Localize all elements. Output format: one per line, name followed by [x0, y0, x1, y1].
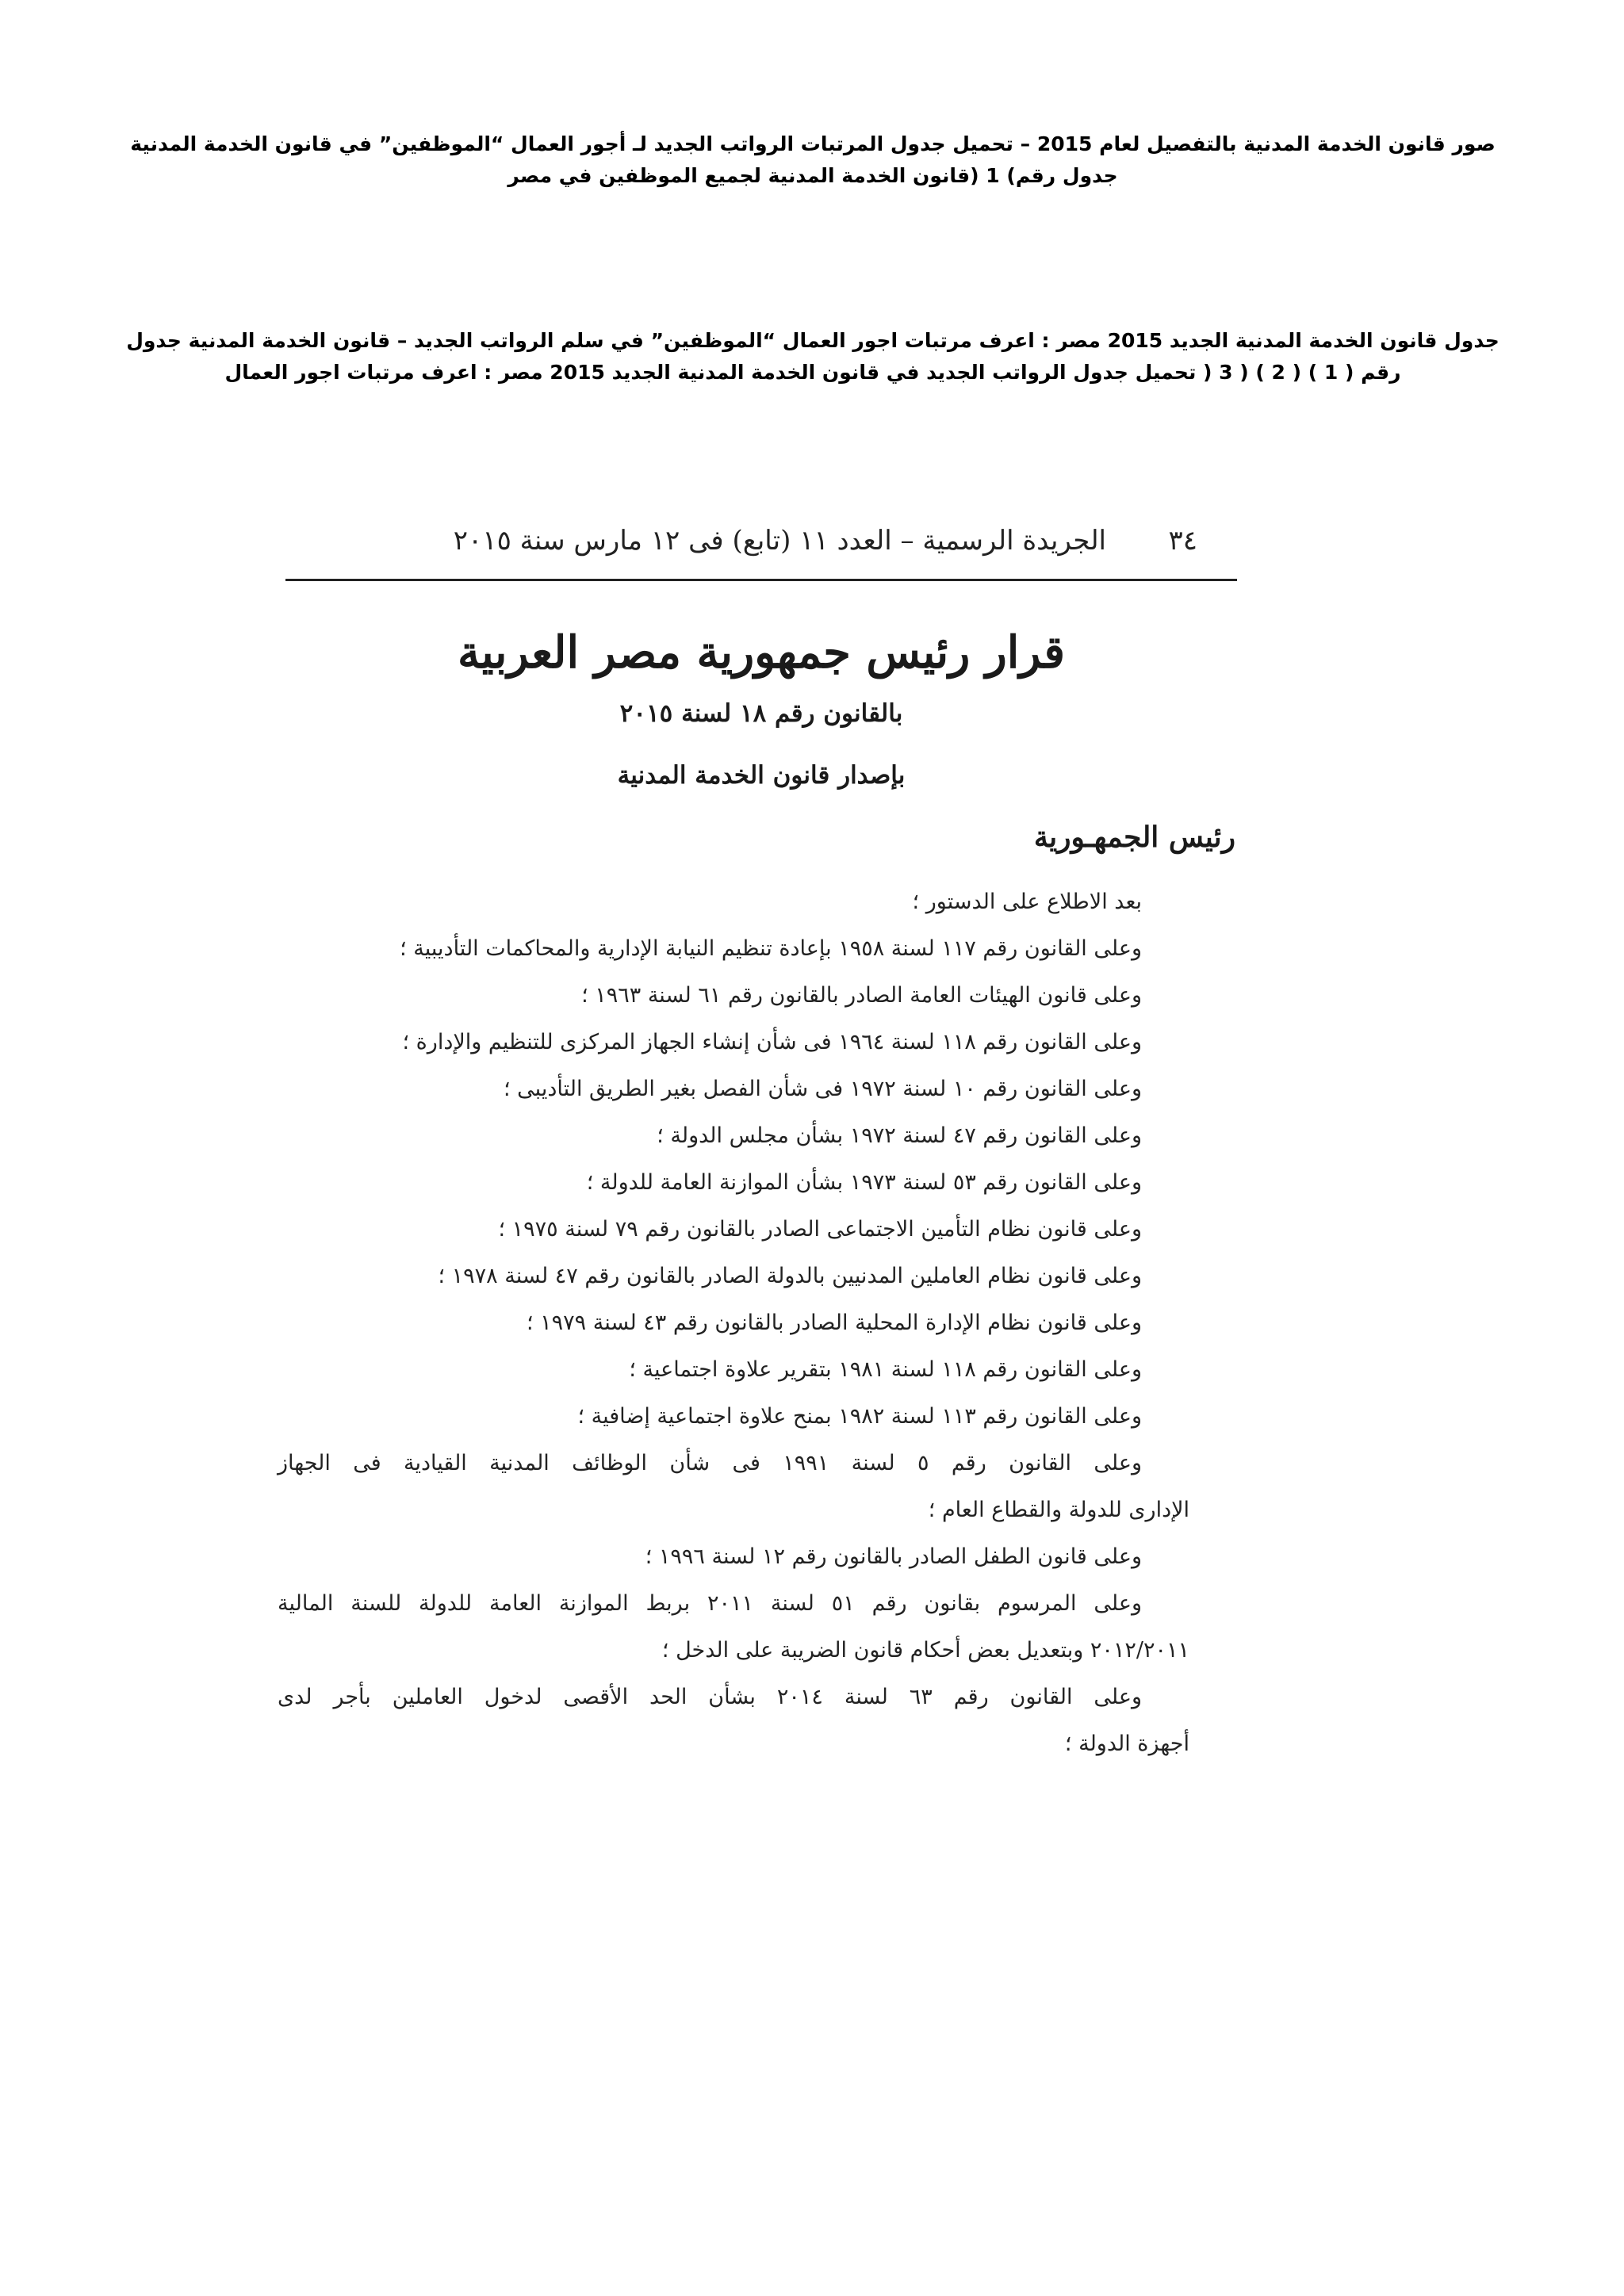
decree-clauses: [278, 878, 1189, 1767]
clause-line: بعد الاطلاع على الدستور ؛: [912, 890, 1142, 914]
clause-line: وعلى القانون رقم ١١٣ لسنة ١٩٨٢ بمنح علاوة اجتماعية إضافية ؛: [577, 1404, 1142, 1429]
decree-law-number: بالقانون رقم ١٨ لسنة ٢٠١٥: [619, 699, 903, 728]
clause-line: وعلى القانون رقم ٤٧ لسنة ١٩٧٢ بشأن مجلس الدولة ؛: [657, 1123, 1142, 1148]
clause-line: وعلى القانون رقم ٥٣ لسنة ١٩٧٣ بشأن الموازنة العامة للدولة ؛: [586, 1170, 1142, 1195]
clause-line: وعلى القانون رقم ١٠ لسنة ١٩٧٢ فى شأن الفصل بغير الطريق التأديبى ؛: [504, 1077, 1142, 1101]
gazette-issue-info: الجريدة الرسمية – العدد ١١ (تابع) فى ١٢ مارس سنة ٢٠١٥: [453, 525, 1106, 557]
article-heading: [71, 128, 1554, 192]
decree-title: قرار رئيس جمهورية مصر العربية: [457, 626, 1066, 679]
decree-purpose: بإصدار قانون الخدمة المدنية: [617, 761, 906, 790]
gazette-header: [285, 515, 1237, 581]
article-heading-line-2: جدول رقم) 1 (قانون الخدمة المدنية لجميع الموظفين في مصر: [508, 164, 1118, 187]
article-subheading-line-2: رقم ( 1 ) ( 2 ) ( 3 ( تحميل جدول الرواتب الجديد في قانون الخدمة المدنية الجديد 2015 مصر : اعرف مرتبات اجور العمال: [224, 361, 1401, 384]
clause-line: وعلى قانون نظام الإدارة المحلية الصادر بالقانون رقم ٤٣ لسنة ١٩٧٩ ؛: [526, 1311, 1142, 1335]
clause-line: وعلى القانون رقم ١١٧ لسنة ١٩٥٨ بإعادة تنظيم النيابة الإدارية والمحاكمات التأديبية ؛: [400, 936, 1142, 961]
clause-line: وعلى قانون نظام التأمين الاجتماعى الصادر بالقانون رقم ٧٩ لسنة ١٩٧٥ ؛: [498, 1217, 1142, 1242]
clause-line: وعلى القانون رقم ٥ لسنة ١٩٩١ فى شأن الوظائف المدنية القيادية فى الجهاز: [278, 1451, 1142, 1475]
clause-line: وعلى قانون الهيئات العامة الصادر بالقانون رقم ٦١ لسنة ١٩٦٣ ؛: [581, 983, 1142, 1008]
clause-line-continuation: الإدارى للدولة والقطاع العام ؛: [928, 1498, 1189, 1522]
clause-line: وعلى القانون رقم ١١٨ لسنة ١٩٨١ بتقرير علاوة اجتماعية ؛: [629, 1357, 1142, 1382]
clause-line: وعلى قانون نظام العاملين المدنيين بالدولة الصادر بالقانون رقم ٤٧ لسنة ١٩٧٨ ؛: [438, 1264, 1142, 1288]
president-heading: رئيس الجمهـورية: [1033, 821, 1235, 854]
gazette-page-number: ٣٤: [1168, 525, 1197, 557]
clause-line: وعلى المرسوم بقانون رقم ٥١ لسنة ٢٠١١ بربط الموازنة العامة للدولة للسنة المالية: [278, 1591, 1142, 1616]
clause-line-continuation: ٢٠١٢/٢٠١١ وبتعديل بعض أحكام قانون الضريبة على الدخل ؛: [661, 1638, 1189, 1663]
article-heading-line-1: صور قانون الخدمة المدنية بالتفصيل لعام 2015 – تحميل جدول المرتبات الرواتب الجديد لـ أجور العمال “الموظفين” في قانون الخدمة المدنية: [130, 132, 1496, 155]
clause-line: وعلى القانون رقم ٦٣ لسنة ٢٠١٤ بشأن الحد الأقصى لدخول العاملين بأجر لدى: [278, 1685, 1142, 1709]
clause-line: وعلى قانون الطفل الصادر بالقانون رقم ١٢ لسنة ١٩٩٦ ؛: [645, 1544, 1142, 1569]
clause-line-continuation: أجهزة الدولة ؛: [1064, 1732, 1189, 1756]
article-subheading-line-1: جدول قانون الخدمة المدنية الجديد 2015 مصر : اعرف مرتبات اجور العمال “الموظفين” في سلم الرواتب الجديد – قانون الخدمة المدنية جدول: [126, 329, 1500, 352]
clause-line: وعلى القانون رقم ١١٨ لسنة ١٩٦٤ فى شأن إنشاء الجهاز المركزى للتنظيم والإدارة ؛: [402, 1030, 1142, 1054]
article-subheading: [71, 325, 1554, 388]
